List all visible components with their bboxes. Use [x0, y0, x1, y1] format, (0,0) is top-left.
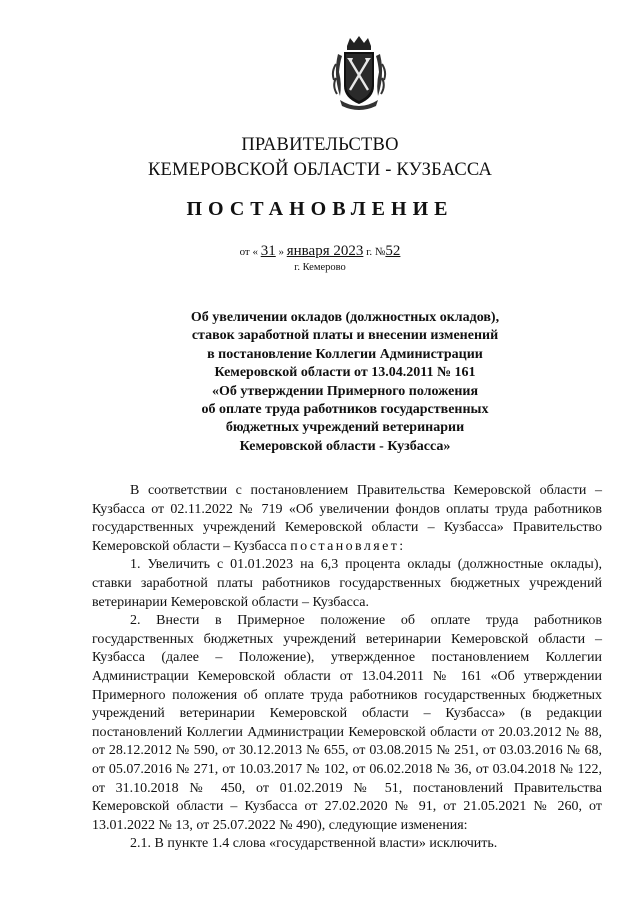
date-month-year: января 2023 — [286, 243, 364, 259]
decree-subject — [140, 309, 550, 456]
subject-line: ставок заработной платы и внесении изменений — [191, 328, 499, 344]
number-sign: № — [374, 246, 386, 258]
decree-number: 52 — [385, 243, 401, 259]
date-year-suffix: г. — [366, 246, 373, 258]
city-label: г. Кемерово — [294, 262, 346, 273]
subject-line: Кемеровской области от 13.04.2011 № 161 — [214, 365, 476, 381]
date-prefix: от « — [239, 246, 258, 258]
coat-of-arms-icon — [330, 34, 388, 112]
region-title: КЕМЕРОВСКОЙ ОБЛАСТИ - КУЗБАССА — [147, 160, 493, 180]
date-mid: » — [278, 246, 284, 258]
subject-line: Кемеровской области - Кузбасса» — [239, 438, 451, 454]
paragraph-preamble — [92, 482, 602, 556]
paragraph-item-2-1: 2.1. В пункте 1.4 слова «государственной власти» исключить. — [130, 836, 498, 852]
date-number-line — [0, 243, 640, 260]
paragraph-item-1: 1. Увеличить с 01.01.2023 на 6,3 процента оклады (должностные оклады), ставки заработной платы работников государственных бюджетных учреждений ветеринарии Кемеровской области – Кузбасса. — [92, 557, 602, 610]
government-title: ПРАВИТЕЛЬСТВО — [241, 135, 399, 155]
document-type: ПОСТАНОВЛЕНИЕ — [186, 198, 454, 220]
subject-line: «Об утверждении Примерного положения — [211, 383, 479, 399]
subject-line: в постановление Коллегии Администрации — [207, 346, 483, 362]
decree-body — [92, 482, 602, 854]
paragraph-item-2: 2. Внести в Примерное положение об оплате труда работников государственных бюджетных учреждений ветеринарии Кемеровской области – Кузбасса (далее – Положение), утвержденное постановлением Коллегии Администрации Кемеровской области от 13.04.2011 № 161 «Об утверждении Примерного положения об оплате труда работников государственных бюджетных учреждений ветеринарии Кемеровской области – Кузбасса» (в редакции постановлений Коллегии Администрации Кемеровской области от 20.03.2012 № 88, от 28.12.2012 № 590, от 30.12.2013 № 655, от 03.08.2015 № 251, от 03.03.2016 № 68, от 05.07.2016 № 271, от 10.03.2017 № 102, от 06.02.2018 № 36, от 03.04.2018 № 122, от 31.10.2018 № 450, от 01.02.2019 № 51, постановлений Правительства Кемеровской области – Кузбасса от 27.02.2020 № 91, от 21.05.2021 № 260, от 13.01.2022 № 13, от 25.07.2022 № 490), следующие изменения: — [92, 613, 602, 833]
resolves-word: постановляет: — [290, 538, 406, 554]
date-day: 31 — [260, 243, 276, 259]
subject-line: об оплате труда работников государственных — [201, 402, 489, 418]
subject-line: бюджетных учреждений ветеринарии — [225, 420, 465, 436]
subject-line: Об увеличении окладов (должностных окладов), — [190, 310, 500, 325]
preamble-text: В соответствии с постановлением Правительства Кемеровской области – Кузбасса от 02.11.2022 № 719 «Об увеличении фондов оплаты труда работников государственных учреждений Кемеровской области – Кузбасса» Правительство Кемеровской области – Кузбасса — [92, 483, 602, 554]
